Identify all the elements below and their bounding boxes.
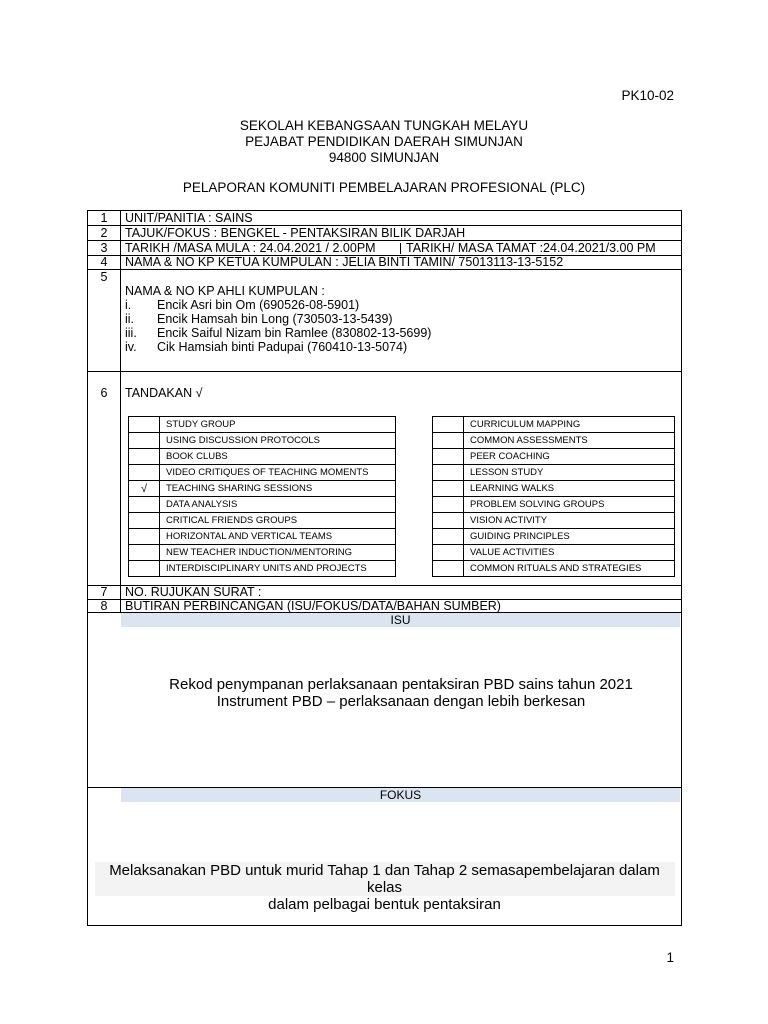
checkbox-cell[interactable] <box>433 465 464 481</box>
isu-line: Instrument PBD – perlaksanaan dengan lebih berkesan <box>216 693 586 710</box>
checkbox-cell[interactable] <box>129 465 160 481</box>
row-number: 8 <box>100 599 108 613</box>
plc-report-table <box>87 210 682 926</box>
activity-label: TEACHING SHARING SESSIONS <box>160 481 396 497</box>
checkbox-cell[interactable] <box>129 497 160 513</box>
checkbox-cell[interactable] <box>433 545 464 561</box>
activity-label: HORIZONTAL AND VERTICAL TEAMS <box>160 529 396 545</box>
end-datetime: TARIKH/ MASA TAMAT :24.04.2021/3.00 PM <box>406 241 656 255</box>
activity-row <box>129 513 396 529</box>
fokus-line: dalam pelbagai bentuk pentaksiran <box>268 896 501 913</box>
activity-checklist-left <box>128 416 396 577</box>
checkbox-cell[interactable] <box>433 513 464 529</box>
activity-row <box>129 449 396 465</box>
activity-label: GUIDING PRINCIPLES <box>464 529 675 545</box>
group-leader: NAMA & NO KP KETUA KUMPULAN : JELIA BINTI TAMIN/ 75013113-13-5152 <box>125 255 564 269</box>
activity-label: VISION ACTIVITY <box>464 513 675 529</box>
activity-label: STUDY GROUP <box>160 417 396 433</box>
checkbox-cell[interactable] <box>433 433 464 449</box>
postcode-line: 94800 SIMUNJAN <box>328 150 440 165</box>
activity-label: COMMON RITUALS AND STRATEGIES <box>464 561 675 577</box>
activity-label: CRITICAL FRIENDS GROUPS <box>160 513 396 529</box>
list-item: iii. Encik Saiful Nizam bin Ramlee (830802-13-5699) <box>125 326 432 340</box>
activity-label: LESSON STUDY <box>464 465 675 481</box>
checkbox-cell[interactable] <box>433 449 464 465</box>
isu-line: Rekod penympanan perlaksanaan pentaksiran PBD sains tahun 2021 <box>169 676 633 693</box>
activity-label: INTERDISCIPLINARY UNITS AND PROJECTS <box>160 561 396 577</box>
activity-row <box>129 465 396 481</box>
activity-row <box>433 497 675 513</box>
activity-label: PEER COACHING <box>464 449 675 465</box>
checkbox-cell[interactable] <box>433 417 464 433</box>
activity-label: CURRICULUM MAPPING <box>464 417 675 433</box>
activity-row <box>433 529 675 545</box>
activity-row <box>433 545 675 561</box>
checkbox-cell[interactable] <box>129 449 160 465</box>
activity-row <box>433 433 675 449</box>
isu-content <box>121 676 681 710</box>
reference-no: NO. RUJUKAN SURAT : <box>125 585 262 599</box>
activity-row <box>129 545 396 561</box>
activity-checklist-right <box>432 416 675 577</box>
activity-row <box>129 529 396 545</box>
checkbox-cell[interactable] <box>129 433 160 449</box>
row-number: 7 <box>100 585 108 599</box>
activity-row <box>129 481 396 497</box>
activity-label: LEARNING WALKS <box>464 481 675 497</box>
fokus-content <box>88 862 681 913</box>
members-label: NAMA & NO KP AHLI KUMPULAN : <box>125 284 325 298</box>
checkbox-cell[interactable] <box>433 529 464 545</box>
tajuk-fokus: TAJUK/FOKUS : BENGKEL - PENTAKSIRAN BILIK DARJAH <box>125 226 466 240</box>
activity-row <box>433 561 675 577</box>
checkbox-cell[interactable] <box>129 529 160 545</box>
checkbox-cell[interactable] <box>129 545 160 561</box>
activity-row <box>433 513 675 529</box>
checkbox-cell[interactable] <box>129 513 160 529</box>
checkbox-cell[interactable] <box>433 561 464 577</box>
isu-heading: ISU <box>121 613 680 627</box>
fokus-line: Melaksanakan PBD untuk murid Tahap 1 dan Tahap 2 semasapembelajaran dalam kelas <box>95 862 675 896</box>
list-item: iv. Cik Hamsiah binti Padupai (760410-13-5074) <box>125 340 408 354</box>
activity-label: NEW TEACHER INDUCTION/MENTORING <box>160 545 396 561</box>
activity-label: BOOK CLUBS <box>160 449 396 465</box>
activity-row <box>433 449 675 465</box>
activity-row <box>433 465 675 481</box>
unit-panitia: UNIT/PANITIA : SAINS <box>125 211 253 225</box>
checkbox-cell[interactable] <box>433 481 464 497</box>
activity-label: COMMON ASSESSMENTS <box>464 433 675 449</box>
checkbox-cell[interactable]: √ <box>129 481 160 497</box>
school-name: SEKOLAH KEBANGSAAN TUNGKAH MELAYU <box>239 118 529 133</box>
activity-row <box>433 481 675 497</box>
checkbox-cell[interactable] <box>129 561 160 577</box>
members-list <box>125 298 431 354</box>
activity-label: VALUE ACTIVITIES <box>464 545 675 561</box>
activity-label: DATA ANALYSIS <box>160 497 396 513</box>
activity-row <box>129 417 396 433</box>
activity-row <box>433 417 675 433</box>
row-number: 4 <box>100 255 108 269</box>
row-number: 1 <box>100 211 108 225</box>
activity-row <box>129 497 396 513</box>
activity-label: VIDEO CRITIQUES OF TEACHING MOMENTS <box>160 465 396 481</box>
row-number: 6 <box>100 386 108 400</box>
form-code: PK10-02 <box>621 88 674 103</box>
row-number: 3 <box>100 241 108 255</box>
start-datetime: TARIKH /MASA MULA : 24.04.2021 / 2.00PM <box>125 241 376 255</box>
checkbox-cell[interactable] <box>433 497 464 513</box>
activity-row <box>129 433 396 449</box>
activity-label: USING DISCUSSION PROTOCOLS <box>160 433 396 449</box>
row-number: 5 <box>100 270 108 284</box>
checkbox-cell[interactable] <box>129 417 160 433</box>
date-divider <box>400 243 401 254</box>
report-title: PELAPORAN KOMUNITI PEMBELAJARAN PROFESIONAL (PLC) <box>182 180 586 195</box>
page-number: 1 <box>666 950 674 965</box>
number-column-divider <box>120 211 121 612</box>
list-item: i. Encik Asri bin Om (690526-08-5901) <box>125 298 360 312</box>
activity-label: PROBLEM SOLVING GROUPS <box>464 497 675 513</box>
fokus-heading: FOKUS <box>121 788 680 802</box>
list-item: ii. Encik Hamsah bin Long (730503-13-5439) <box>125 312 393 326</box>
row-number: 2 <box>100 226 108 240</box>
discussion-details: BUTIRAN PERBINCANGAN (ISU/FOKUS/DATA/BAHAN SUMBER) <box>125 599 501 613</box>
tick-label: TANDAKAN √ <box>125 386 203 400</box>
district-office: PEJABAT PENDIDIKAN DAERAH SIMUNJAN <box>245 134 523 149</box>
activity-row <box>129 561 396 577</box>
